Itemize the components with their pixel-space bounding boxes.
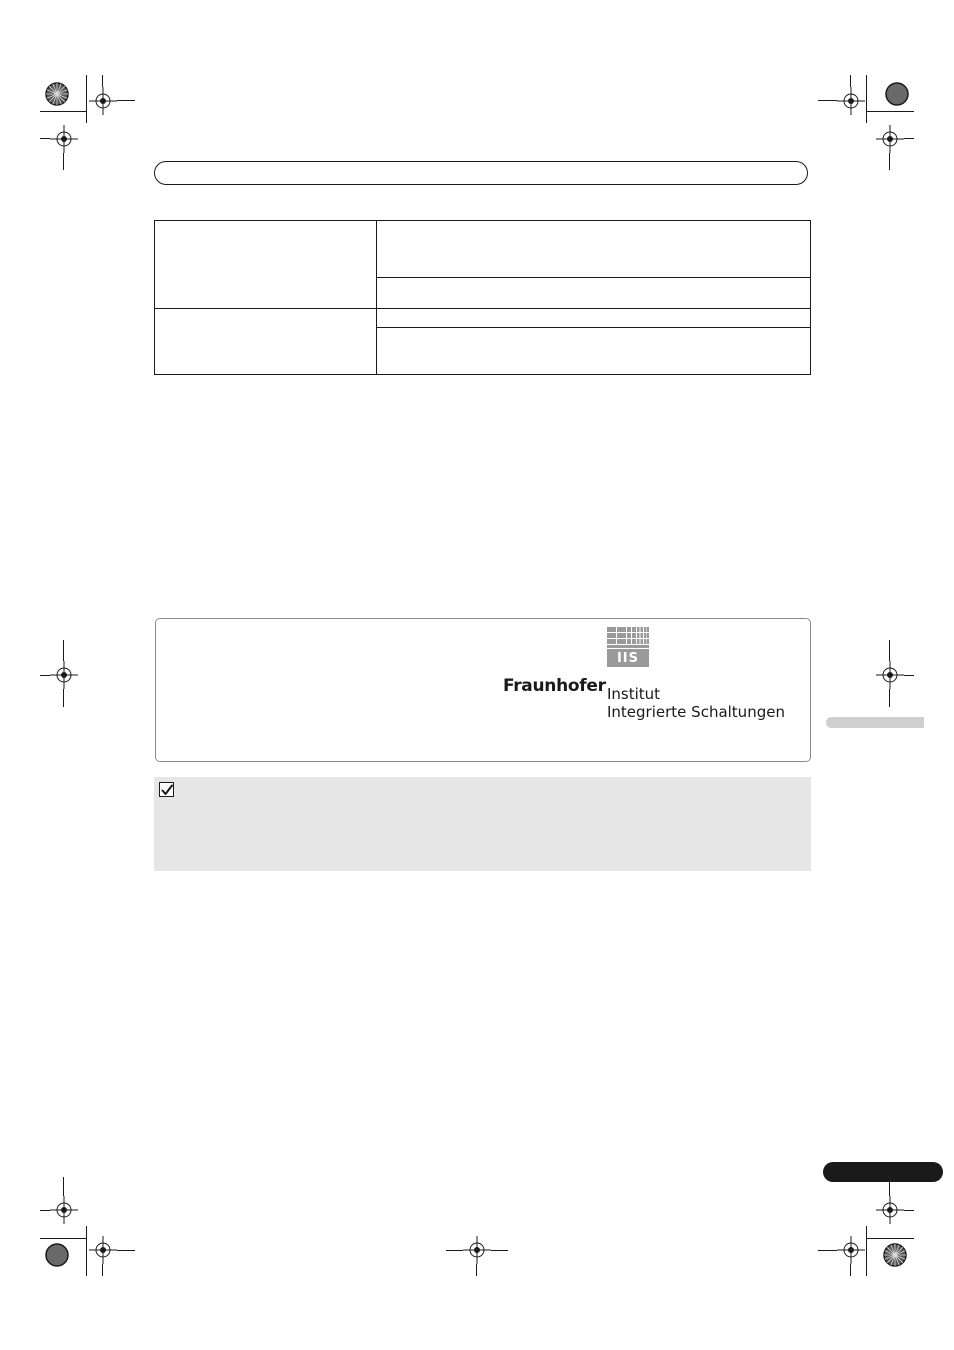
crop-mark	[476, 1264, 477, 1276]
table-cell	[377, 221, 811, 278]
crop-mark	[904, 1210, 914, 1211]
iis-mark-text: IIS	[616, 650, 640, 666]
crop-mark	[63, 689, 64, 707]
table-cell	[377, 328, 811, 375]
crop-mark	[63, 640, 64, 661]
registration-target-icon	[50, 125, 78, 153]
registration-target-icon	[50, 661, 78, 689]
institute-line-2: Integrierte Schaltungen	[607, 703, 785, 721]
registration-target-icon	[89, 87, 117, 115]
institute-name	[607, 685, 785, 721]
crop-mark	[102, 75, 103, 87]
registration-target-icon	[50, 1196, 78, 1224]
crop-mark	[850, 1264, 851, 1276]
registration-target-icon	[837, 87, 865, 115]
registration-dial-icon	[42, 1240, 72, 1270]
crop-mark	[63, 1177, 64, 1196]
crop-mark	[63, 153, 64, 170]
table-row-label	[155, 221, 377, 309]
fraunhofer-wordmark: Fraunhofer	[503, 676, 606, 696]
crop-mark	[866, 1226, 867, 1276]
crop-mark	[866, 1238, 914, 1239]
registration-target-icon	[89, 1236, 117, 1264]
crop-mark	[491, 1250, 508, 1251]
crop-mark	[40, 138, 50, 139]
crop-mark	[117, 100, 135, 101]
note-box	[154, 777, 811, 871]
registration-target-icon	[837, 1236, 865, 1264]
crop-mark	[86, 111, 87, 123]
registration-target-icon	[463, 1236, 491, 1264]
crop-mark	[40, 111, 87, 112]
registration-dial-icon	[880, 1240, 910, 1270]
registration-target-icon	[876, 661, 904, 689]
spec-table	[154, 220, 811, 375]
crop-mark	[904, 138, 914, 139]
page-number-badge	[823, 1162, 943, 1182]
crop-mark	[850, 75, 851, 87]
crop-mark	[866, 111, 914, 112]
crop-mark	[818, 100, 837, 101]
crop-mark	[866, 111, 867, 123]
registration-dial-icon	[882, 79, 912, 109]
crop-mark	[889, 153, 890, 170]
registration-dial-icon	[42, 79, 72, 109]
crop-mark	[889, 689, 890, 707]
section-header	[154, 161, 808, 185]
crop-mark	[889, 640, 890, 661]
chapter-tab	[826, 717, 924, 728]
fraunhofer-logo	[503, 627, 803, 727]
crop-mark	[866, 75, 867, 111]
table-cell	[377, 309, 811, 328]
registration-target-icon	[876, 125, 904, 153]
crop-mark	[904, 675, 914, 676]
crop-mark	[40, 1210, 50, 1211]
crop-mark	[117, 1250, 135, 1251]
registration-target-icon	[876, 1196, 904, 1224]
crop-mark	[40, 1238, 87, 1239]
crop-mark	[86, 1226, 87, 1276]
crop-mark	[86, 75, 87, 111]
table-row-label	[155, 309, 377, 375]
institute-line-1: Institut	[607, 685, 661, 703]
table-cell	[377, 278, 811, 309]
crop-mark	[818, 1250, 837, 1251]
crop-mark	[40, 675, 50, 676]
crop-mark	[102, 1264, 103, 1276]
crop-mark	[446, 1250, 463, 1251]
checkmark-icon	[159, 782, 174, 797]
